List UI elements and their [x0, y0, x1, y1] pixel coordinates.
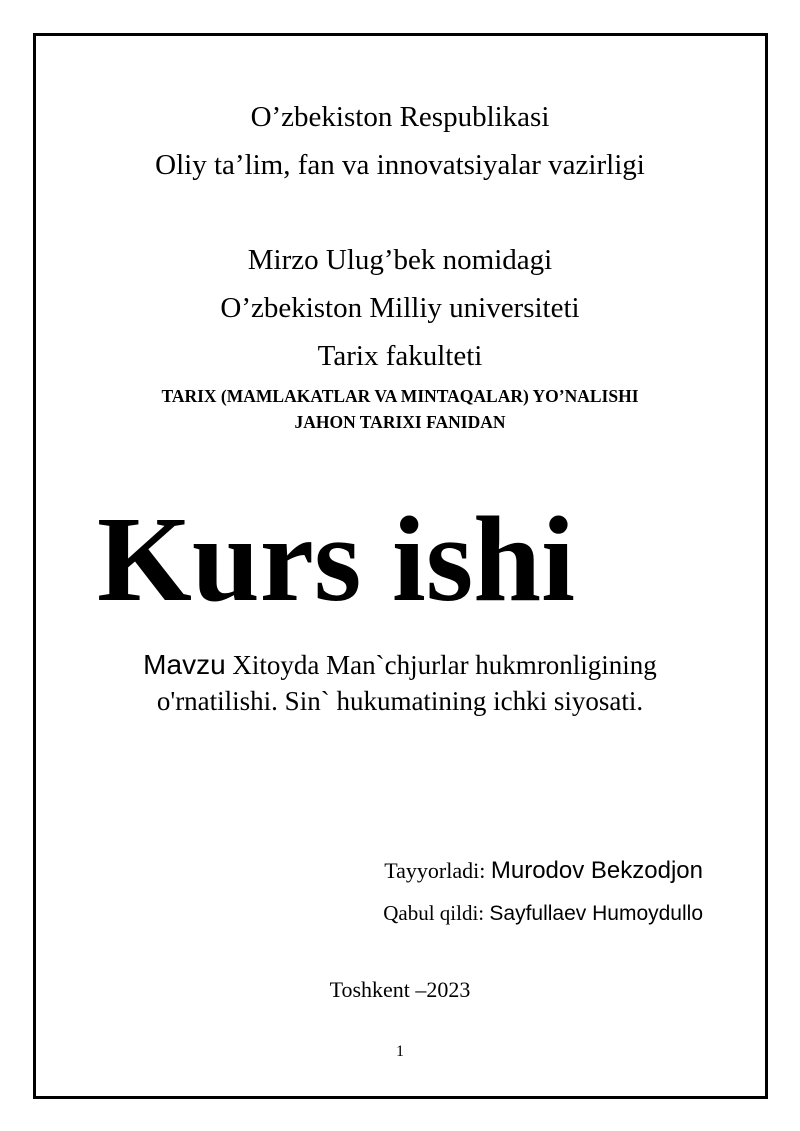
city-year: Toshkent –2023 [329, 977, 471, 1002]
republic-heading: O’zbekiston Respublikasi [250, 101, 550, 133]
university-heading: O’zbekiston Milliy universiteti [220, 292, 580, 324]
topic-line-1 [0, 648, 800, 682]
topic-label: Mavzu [143, 649, 226, 680]
topic-line-2: o'rnatilishi. Sin` hukumatining ichki siyosati. [156, 686, 644, 716]
subject-heading: JAHON TARIXI FANIDAN [294, 412, 506, 432]
page-number: 1 [396, 1043, 404, 1060]
document-title: Kurs ishi [97, 492, 575, 627]
accepted-name: Sayfullaev Humoydullo [489, 902, 703, 925]
prepared-name: Murodov Bekzodjon [490, 857, 703, 884]
named-after-heading: Mirzo Ulug’bek nomidagi [247, 244, 553, 276]
direction-heading: TARIX (MAMLAKATLAR VA MINTAQALAR) YO’NALISHI [161, 386, 639, 406]
prepared-label: Tayyorladi: [384, 858, 486, 883]
prepared-by [384, 856, 703, 886]
topic-text-1: Xitoyda Man`chjurlar hukmronligining [232, 650, 657, 680]
ministry-heading: Oliy ta’lim, fan va innovatsiyalar vazirligi [155, 149, 645, 181]
accepted-label: Qabul qildi: [383, 901, 485, 925]
faculty-heading: Tarix fakulteti [317, 340, 483, 372]
accepted-by [383, 899, 703, 928]
